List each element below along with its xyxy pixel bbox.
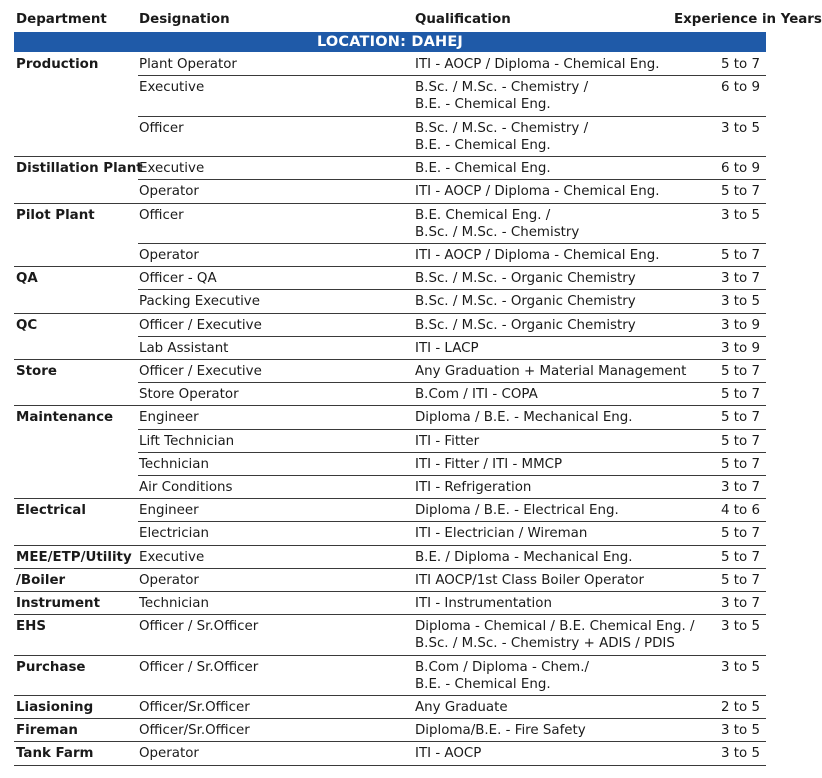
department-cell: Pilot Plant: [16, 207, 95, 223]
location-banner: LOCATION: DAHEJ: [14, 32, 766, 52]
experience-cell: 3 to 5: [721, 723, 760, 739]
qualification-cell: [415, 386, 715, 403]
row-divider: [14, 313, 766, 314]
table-row: [14, 313, 766, 336]
qualification-cell: [415, 595, 715, 612]
row-divider: [14, 718, 766, 719]
row-divider: [14, 203, 766, 204]
row-divider: [14, 614, 766, 615]
table-row: [14, 405, 766, 428]
designation-cell: Officer: [139, 120, 184, 136]
table-header-row: [14, 8, 822, 32]
table-row: [14, 452, 766, 475]
table-row: [14, 52, 766, 75]
row-divider: [14, 695, 766, 696]
designation-cell: Plant Operator: [139, 57, 237, 72]
row-divider: [14, 591, 766, 592]
qualification-cell: [415, 363, 715, 380]
row-divider: [14, 545, 766, 546]
qualification-line: B.Sc. / M.Sc. - Chemistry + ADIS / PDIS: [415, 636, 675, 652]
table-row: [14, 498, 766, 521]
header-designation: Designation: [139, 12, 230, 27]
qualification-line: ITI - AOCP: [415, 746, 482, 762]
designation-cell: Operator: [139, 746, 199, 762]
department-cell: Distillation Plant: [16, 161, 143, 177]
department-cell: Fireman: [16, 723, 78, 739]
experience-cell: 2 to 5: [721, 700, 760, 716]
table-row: [14, 429, 766, 452]
qualification-cell: [415, 293, 715, 310]
table-bottom-divider: [14, 765, 766, 766]
qualification-line: B.Sc. / M.Sc. - Chemistry /: [415, 120, 589, 136]
qualification-line: B.E. - Chemical Eng.: [415, 97, 551, 113]
designation-cell: Officer / Sr.Officer: [139, 619, 259, 635]
qualification-cell: [415, 525, 715, 542]
row-divider: [14, 498, 766, 499]
qualification-cell: [415, 433, 715, 450]
experience-cell: 3 to 7: [721, 479, 760, 495]
qualification-line: ITI - AOCP / Diploma - Chemical Eng.: [415, 184, 660, 200]
department-cell: QA: [16, 271, 38, 287]
designation-cell: Packing Executive: [139, 294, 260, 310]
qualification-cell: [415, 120, 715, 154]
qualification-cell: [415, 409, 715, 426]
designation-cell: Operator: [139, 248, 199, 264]
row-divider: [138, 75, 766, 76]
designation-cell: Officer / Executive: [139, 317, 262, 333]
designation-cell: Executive: [139, 549, 205, 565]
qualification-line: ITI - Fitter / ITI - MMCP: [415, 456, 563, 472]
experience-cell: 5 to 7: [721, 526, 760, 542]
row-divider: [138, 429, 766, 430]
qualification-line: ITI - Fitter: [415, 433, 480, 449]
qualification-cell: [415, 247, 715, 264]
table-row: [14, 289, 766, 312]
qualification-cell: [415, 699, 715, 716]
experience-cell: 5 to 7: [721, 456, 760, 472]
table-row: [14, 382, 766, 405]
header-department: Department: [16, 12, 107, 27]
table-body: [14, 52, 766, 766]
department-cell: Maintenance: [16, 410, 114, 426]
designation-cell: Electrician: [139, 526, 210, 542]
designation-cell: Officer/Sr.Officer: [139, 723, 250, 739]
designation-cell: Air Conditions: [139, 479, 233, 495]
row-divider: [138, 179, 766, 180]
row-divider: [138, 382, 766, 383]
experience-cell: 3 to 5: [721, 619, 760, 635]
experience-cell: 3 to 5: [721, 294, 760, 310]
qualification-cell: [415, 479, 715, 496]
qualification-line: B.E. / Diploma - Mechanical Eng.: [415, 549, 633, 565]
department-cell: Tank Farm: [16, 746, 94, 762]
designation-cell: Operator: [139, 184, 199, 200]
row-divider: [14, 156, 766, 157]
designation-cell: Lift Technician: [139, 433, 235, 449]
qualification-line: ITI - Instrumentation: [415, 595, 552, 611]
designation-cell: Officer/Sr.Officer: [139, 700, 250, 716]
qualification-line: ITI - Refrigeration: [415, 479, 532, 495]
experience-cell: 4 to 6: [721, 503, 760, 519]
table-row: [14, 116, 766, 157]
designation-cell: Officer / Sr.Officer: [139, 659, 259, 675]
qualification-cell: [415, 317, 715, 334]
job-table: [14, 8, 822, 766]
qualification-cell: [415, 79, 715, 113]
experience-cell: 5 to 7: [721, 184, 760, 200]
header-qualification: Qualification: [415, 12, 511, 27]
qualification-cell: [415, 549, 715, 566]
experience-cell: 5 to 7: [721, 433, 760, 449]
row-divider: [14, 266, 766, 267]
department-cell: Instrument: [16, 595, 100, 611]
experience-cell: 5 to 7: [721, 57, 760, 72]
table-row: [14, 568, 766, 591]
qualification-cell: [415, 745, 715, 762]
qualification-line: Diploma/B.E. - Fire Safety: [415, 723, 586, 739]
qualification-line: B.E. - Chemical Eng.: [415, 676, 551, 692]
qualification-cell: [415, 340, 715, 357]
qualification-line: ITI - LACP: [415, 340, 479, 356]
qualification-line: Any Graduation + Material Management: [415, 364, 687, 379]
table-row: [14, 655, 766, 696]
qualification-cell: [415, 722, 715, 739]
qualification-cell: [415, 270, 715, 287]
qualification-line: B.Sc. / M.Sc. - Organic Chemistry: [415, 271, 636, 287]
row-divider: [14, 405, 766, 406]
experience-cell: 3 to 5: [721, 120, 760, 136]
row-divider: [138, 289, 766, 290]
qualification-cell: [415, 618, 715, 652]
row-divider: [138, 243, 766, 244]
table-row: [14, 203, 766, 244]
designation-cell: Store Operator: [139, 387, 239, 403]
row-divider: [14, 741, 766, 742]
table-row: [14, 359, 766, 382]
qualification-line: B.Sc. / M.Sc. - Chemistry /: [415, 80, 589, 96]
qualification-cell: [415, 207, 715, 241]
table-row: [14, 75, 766, 116]
qualification-cell: [415, 183, 715, 200]
qualification-line: B.E. - Chemical Eng.: [415, 137, 551, 153]
qualification-line: ITI - AOCP / Diploma - Chemical Eng.: [415, 248, 660, 264]
qualification-line: B.Com / Diploma - Chem./: [415, 659, 589, 675]
row-divider: [138, 521, 766, 522]
qualification-cell: [415, 56, 715, 73]
qualification-line: Diploma / B.E. - Electrical Eng.: [415, 503, 619, 519]
experience-cell: 5 to 7: [721, 364, 760, 379]
designation-cell: Technician: [139, 456, 209, 472]
row-divider: [138, 116, 766, 117]
qualification-line: Any Graduate: [415, 700, 508, 716]
qualification-cell: [415, 572, 715, 589]
department-cell: Production: [16, 57, 99, 72]
designation-cell: Engineer: [139, 503, 199, 519]
department-cell: Electrical: [16, 503, 86, 519]
qualification-line: B.E. - Chemical Eng.: [415, 161, 551, 177]
designation-cell: Executive: [139, 80, 205, 96]
designation-cell: Operator: [139, 572, 199, 588]
qualification-line: ITI - AOCP / Diploma - Chemical Eng.: [415, 57, 660, 72]
table-row: [14, 718, 766, 741]
header-experience: Experience in Years: [674, 12, 822, 27]
table-row: [14, 695, 766, 718]
department-cell: /Boiler: [16, 572, 66, 588]
experience-cell: 5 to 7: [721, 410, 760, 426]
designation-cell: Engineer: [139, 410, 199, 426]
table-row: [14, 243, 766, 266]
table-row: [14, 545, 766, 568]
experience-cell: 3 to 5: [721, 659, 760, 675]
department-cell: Store: [16, 364, 57, 379]
experience-cell: 5 to 7: [721, 387, 760, 403]
department-cell: MEE/ETP/Utility: [16, 549, 132, 565]
qualification-cell: [415, 160, 715, 177]
table-row: [14, 266, 766, 289]
designation-cell: Officer - QA: [139, 271, 217, 287]
qualification-cell: [415, 659, 715, 693]
table-row: [14, 614, 766, 655]
experience-cell: 3 to 7: [721, 595, 760, 611]
row-divider: [138, 452, 766, 453]
table-row: [14, 521, 766, 544]
qualification-cell: [415, 502, 715, 519]
experience-cell: 6 to 9: [721, 161, 760, 177]
experience-cell: 5 to 7: [721, 248, 760, 264]
experience-cell: 3 to 5: [721, 207, 760, 223]
department-cell: QC: [16, 317, 38, 333]
experience-cell: 5 to 7: [721, 572, 760, 588]
row-divider: [138, 475, 766, 476]
qualification-line: ITI AOCP/1st Class Boiler Operator: [415, 572, 644, 588]
row-divider: [14, 359, 766, 360]
qualification-line: ITI - Electrician / Wireman: [415, 526, 588, 542]
qualification-line: Diploma / B.E. - Mechanical Eng.: [415, 410, 633, 426]
qualification-line: B.E. Chemical Eng. /: [415, 207, 551, 223]
qualification-line: Diploma - Chemical / B.E. Chemical Eng. /: [415, 619, 695, 635]
table-row: [14, 591, 766, 614]
designation-cell: Executive: [139, 161, 205, 177]
department-cell: Purchase: [16, 659, 86, 675]
experience-cell: 3 to 9: [721, 340, 760, 356]
experience-cell: 6 to 9: [721, 80, 760, 96]
experience-cell: 3 to 7: [721, 271, 760, 287]
experience-cell: 5 to 7: [721, 549, 760, 565]
table-row: [14, 336, 766, 359]
designation-cell: Lab Assistant: [139, 340, 229, 356]
table-row: [14, 475, 766, 498]
table-row: [14, 179, 766, 202]
experience-cell: 3 to 9: [721, 317, 760, 333]
table-row: [14, 156, 766, 179]
designation-cell: Officer: [139, 207, 184, 223]
qualification-line: B.Sc. / M.Sc. - Organic Chemistry: [415, 317, 636, 333]
experience-cell: 3 to 5: [721, 746, 760, 762]
qualification-line: B.Com / ITI - COPA: [415, 387, 538, 403]
qualification-line: B.Sc. / M.Sc. - Chemistry: [415, 224, 580, 240]
row-divider: [14, 655, 766, 656]
table-row: [14, 741, 766, 764]
row-divider: [14, 568, 766, 569]
designation-cell: Technician: [139, 595, 209, 611]
department-cell: EHS: [16, 619, 46, 635]
department-cell: Liasioning: [16, 700, 94, 716]
qualification-line: B.Sc. / M.Sc. - Organic Chemistry: [415, 294, 636, 310]
qualification-cell: [415, 456, 715, 473]
row-divider: [138, 336, 766, 337]
designation-cell: Officer / Executive: [139, 364, 262, 379]
